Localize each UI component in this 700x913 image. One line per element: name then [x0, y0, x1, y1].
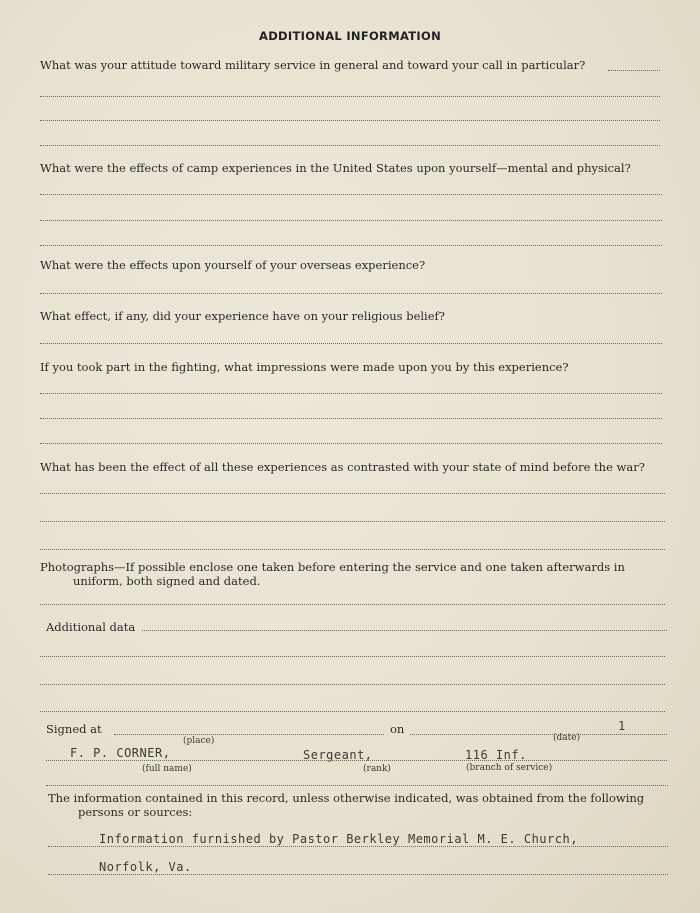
answer-line[interactable] — [40, 293, 662, 294]
answer-line[interactable] — [40, 194, 662, 195]
place-field[interactable] — [114, 734, 384, 735]
branch-value: 116 Inf. — [465, 748, 527, 762]
answer-line[interactable] — [40, 393, 662, 394]
source-instruction — [48, 791, 678, 819]
source-answer-2: Norfolk, Va. — [99, 860, 192, 874]
answer-line[interactable] — [40, 521, 665, 522]
additional-data-line[interactable] — [142, 630, 667, 631]
photographs-line-1: Photographs—If possible enclose one taken before entering the service and one taken afterwards in — [40, 560, 625, 574]
source-line[interactable] — [48, 874, 668, 875]
answer-line[interactable] — [40, 711, 665, 712]
rank-value: Sergeant, — [303, 748, 373, 762]
answer-line[interactable] — [46, 785, 668, 786]
question-camp-effects: What were the effects of camp experiences in the United States upon yourself—mental and physical? — [40, 161, 631, 175]
date-caption: (date) — [553, 733, 581, 743]
photographs-line-2: uniform, both signed and dated. — [73, 574, 261, 588]
additional-data-label: Additional data — [46, 620, 136, 634]
source-answer-1: Information furnished by Pastor Berkley Memorial M. E. Church, — [99, 832, 578, 846]
question-fighting: If you took part in the fighting, what impressions were made upon you by this experience? — [40, 360, 569, 374]
answer-line[interactable] — [40, 443, 662, 444]
date-value: 1 — [618, 719, 626, 733]
place-caption: (place) — [183, 736, 215, 746]
answer-line[interactable] — [40, 418, 662, 419]
question-contrast: What has been the effect of all these experiences as contrasted with your state of mind before the war? — [40, 460, 645, 474]
on-label: on — [390, 722, 405, 736]
answer-line[interactable] — [40, 145, 660, 146]
answer-line[interactable] — [40, 656, 665, 657]
full-name-caption: (full name) — [142, 764, 192, 774]
question-overseas: What were the effects upon yourself of your overseas experience? — [40, 258, 426, 272]
answer-line[interactable] — [40, 343, 662, 344]
rank-caption: (rank) — [363, 764, 391, 774]
photographs-instruction — [40, 560, 680, 588]
question-religious-belief: What effect, if any, did your experience have on your religious belief? — [40, 309, 445, 323]
question-attitude: What was your attitude toward military service in general and toward your call in particular? — [40, 58, 586, 72]
answer-line[interactable] — [40, 96, 660, 97]
answer-line[interactable] — [40, 684, 665, 685]
answer-line[interactable] — [40, 120, 660, 121]
source-line-2: persons or sources: — [78, 805, 193, 819]
full-name-value: F. P. CORNER, — [70, 746, 171, 760]
source-line-1: The information contained in this record, unless otherwise indicated, was obtained from the following — [48, 791, 645, 805]
date-field[interactable] — [410, 734, 667, 735]
answer-line[interactable] — [40, 604, 665, 605]
page-heading: ADDITIONAL INFORMATION — [259, 29, 441, 43]
answer-line[interactable] — [40, 493, 665, 494]
answer-line[interactable] — [40, 549, 665, 550]
branch-caption: (branch of service) — [466, 763, 553, 773]
answer-line[interactable] — [608, 70, 660, 71]
source-line[interactable] — [48, 846, 668, 847]
answer-line[interactable] — [40, 220, 662, 221]
signed-at-label: Signed at — [46, 722, 102, 736]
name-rank-branch-line[interactable] — [46, 760, 667, 761]
answer-line[interactable] — [40, 245, 662, 246]
